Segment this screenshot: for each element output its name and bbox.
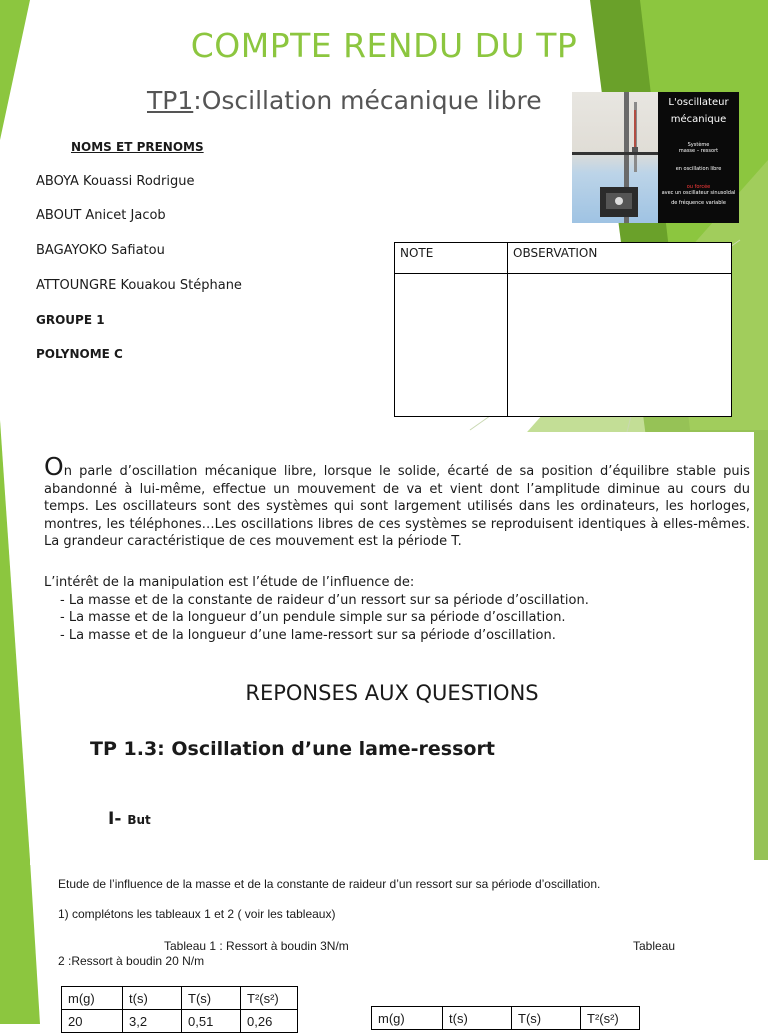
table-header-cell: T²(s²) — [581, 1007, 640, 1030]
photo-caption-line: Système — [687, 142, 710, 148]
table-row — [62, 1010, 298, 1033]
table-cell: 0,51 — [182, 1010, 241, 1033]
photo-caption-title: mécanique — [670, 114, 727, 125]
table-cell: 0,26 — [241, 1010, 298, 1033]
content-panel — [30, 432, 754, 865]
tp13-heading: TP 1.3: Oscillation d’une lame-ressort — [90, 738, 495, 760]
photo-caption-line: de fréquence variable — [671, 200, 726, 206]
student-name: BAGAYOKO Safiatou — [36, 243, 165, 258]
interet-block — [44, 574, 589, 644]
table-cell: 3,2 — [123, 1010, 182, 1033]
photo-apparatus — [572, 92, 658, 223]
student-name: ABOYA Kouassi Rodrigue — [36, 174, 195, 189]
answers-heading: REPONSES AUX QUESTIONS — [245, 681, 539, 705]
student-name: ATTOUNGRE Kouakou Stéphane — [36, 278, 242, 293]
note-header: NOTE — [395, 243, 508, 274]
polynome-label: POLYNOME C — [36, 347, 123, 361]
intro-paragraph — [44, 452, 750, 551]
page-title: COMPTE RENDU DU TP — [190, 26, 578, 65]
interet-item: - La masse et de la longueur d’une lame-ressort sur sa période d’oscillation. — [60, 627, 556, 643]
drop-cap: O — [44, 452, 64, 481]
oscillator-photo — [572, 92, 739, 223]
tp-label: TP1 — [147, 86, 194, 115]
tableau2-caption-end: 2 :Ressort à boudin 20 N/m — [58, 954, 205, 968]
student-name: ABOUT Anicet Jacob — [36, 208, 166, 223]
group-label: GROUPE 1 — [36, 313, 105, 327]
table-header-cell: m(g) — [62, 987, 123, 1010]
table-header-cell: t(s) — [123, 987, 182, 1010]
photo-caption-line: avec un oscillateur sinusoïdal — [661, 190, 736, 196]
photo-caption-line: masse – ressort — [678, 148, 719, 154]
photo-caption-line: ou forcée — [686, 184, 711, 190]
observation-cell[interactable] — [508, 274, 732, 417]
interet-item: - La masse et de la longueur d’un pendule simple sur sa période d’oscillation. — [60, 610, 566, 625]
photo-caption — [658, 92, 739, 223]
section-title: But — [127, 813, 151, 827]
table-header-cell: T²(s²) — [241, 987, 298, 1010]
tp-title: :Oscillation mécanique libre — [193, 86, 542, 115]
section-but-heading — [108, 809, 151, 829]
names-heading: NOMS ET PRENOMS — [71, 140, 204, 154]
table-2 — [371, 1006, 640, 1030]
table-header-cell: T(s) — [182, 987, 241, 1010]
section-number: I- — [108, 809, 122, 829]
grading-table — [394, 242, 732, 417]
tableau1-caption: Tableau 1 : Ressort à boudin 3N/m — [164, 939, 349, 953]
etude-text: Etude de l’influence de la masse et de la constante de raideur d’un ressort sur sa période d’oscillation. — [58, 877, 601, 891]
tableau2-caption-start: Tableau — [633, 939, 676, 953]
note-cell[interactable] — [395, 274, 508, 417]
left-green-stripe — [0, 0, 30, 140]
table-header-cell: T(s) — [512, 1007, 581, 1030]
table-cell: 20 — [62, 1010, 123, 1033]
interet-intro: L’intérêt de la manipulation est l’étude de l’influence de: — [44, 575, 415, 590]
table-header-cell: m(g) — [372, 1007, 443, 1030]
photo-caption-title: L'oscillateur — [668, 97, 729, 108]
table-header-row — [372, 1007, 640, 1030]
observation-header: OBSERVATION — [508, 243, 732, 274]
table-header-row — [62, 987, 298, 1010]
interet-item: - La masse et de la constante de raideur d’un ressort sur sa période d’oscillation. — [60, 592, 589, 608]
intro-text: n parle d’oscillation mécanique libre, lorsque le solide, écarté de sa position d’équilibre stable puis abandonné à lui-même, effectue un mouvement de va et vient dont l’amplitude diminue au cours du temps. Les oscillateurs sont des systèmes qui sont largement utilisés dans les ordinateurs, les horloges, montres, les téléphones…Les oscillations libres de ces systèmes se reproduisent identiques à elles-mêmes. La grandeur caractéristique de ces mouvement est la période T. — [44, 464, 750, 549]
table-header-cell: t(s) — [443, 1007, 512, 1030]
table-1 — [61, 986, 298, 1033]
tp-subtitle — [147, 86, 542, 115]
photo-caption-line: en oscillation libre — [675, 166, 722, 172]
step-1-text: 1) complétons les tableaux 1 et 2 ( voir les tableaux) — [58, 907, 336, 921]
